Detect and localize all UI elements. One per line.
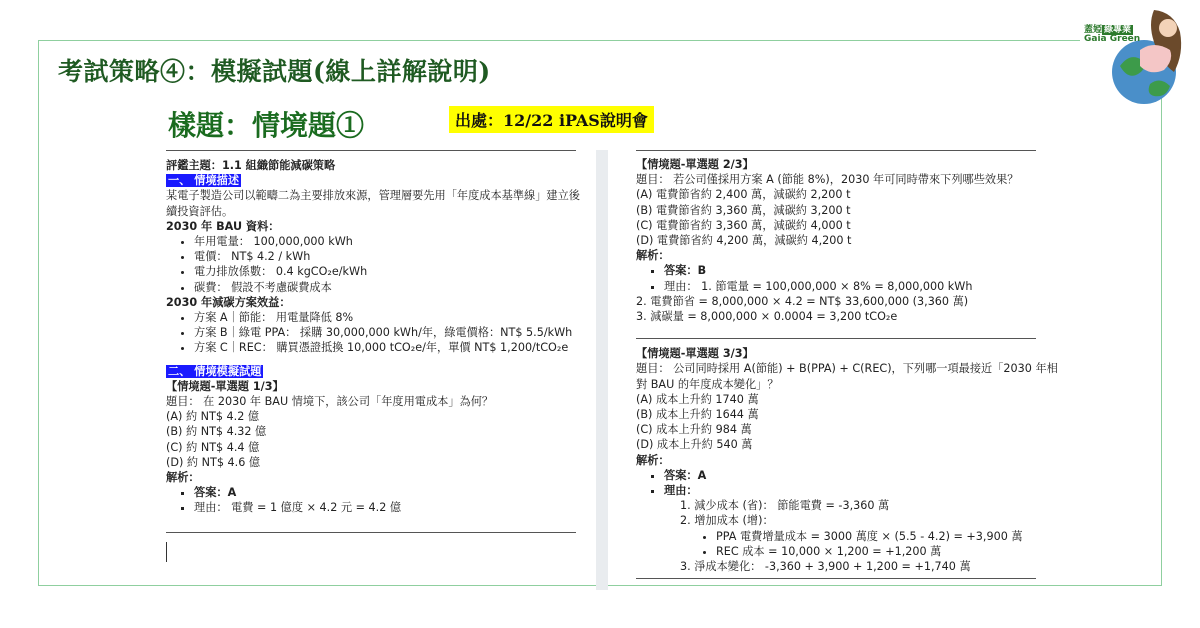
- logo-text-line2: Gaia Green: [1084, 34, 1141, 44]
- plan-item: • 方案 C｜REC： 購買憑證抵換 10,000 tCO₂e/年，單價 NT$ 1,200/tCO₂e: [194, 340, 576, 355]
- question-1-option: (A) 約 NT$ 4.2 億: [166, 410, 260, 424]
- bau-item: • 年用電量： 100,000,000 kWh: [194, 234, 576, 249]
- question-3-reason: ▪ 理由：: [664, 483, 1036, 498]
- question-3-title: 【情境題-單選題 3/3】: [636, 347, 754, 361]
- topic-heading: 評鑑主題：1.1 組織節能減碳策略: [166, 159, 336, 172]
- question-3-stem: 對 BAU 的年度成本變化」？: [636, 377, 779, 391]
- question-1-analysis-list: [166, 485, 576, 515]
- question-1-option: (C) 約 NT$ 4.4 億: [166, 440, 260, 454]
- description-line-1: 某電子製造公司以範疇二為主要排放來源，管理層要先用「年度成本基準線」建立後: [166, 189, 580, 203]
- question-2-analysis-list: [636, 263, 1036, 293]
- question-2-analysis: 解析：: [636, 249, 670, 263]
- question-3-option: (D) 成本上升約 540 萬: [636, 438, 753, 452]
- bau-item: • 碳費： 假設不考慮碳費成本: [194, 280, 576, 295]
- question-2-stem: 題目： 若公司僅採用方案 A (節能 8%)，2030 年可同時帶來下列哪些效果？: [636, 173, 1019, 187]
- question-2-option: (D) 電費節省約 4,200 萬，減碳約 4,200 t: [636, 234, 852, 248]
- section-heading-2: 二、 情境模擬試題: [168, 364, 262, 378]
- plan-item: • 方案 A｜節能： 用電量降低 8%: [194, 310, 576, 325]
- question-2-option: (A) 電費節省約 2,400 萬，減碳約 2,200 t: [636, 188, 851, 202]
- question-2-step: 2. 電費節省 = 8,000,000 × 4.2 = NT$ 33,600,000 (3,360 萬): [636, 294, 969, 308]
- question-3-option: (B) 成本上升約 1644 萬: [636, 408, 759, 422]
- question-3-answer: ▪ 答案：A: [664, 468, 1036, 483]
- section-heading-1: 一、 情境描述: [168, 174, 240, 188]
- question-1-reason: ▪ 理由： 電費 = 1 億度 × 4.2 元 = 4.2 億: [194, 500, 576, 515]
- question-1-analysis: 解析：: [166, 471, 200, 485]
- question-3-step: 2. 增加成本 (增)：: [680, 514, 774, 528]
- question-3-sub-list: [636, 529, 1036, 559]
- question-divider: [636, 338, 1036, 339]
- plan-list: [166, 310, 576, 356]
- question-3-option: (C) 成本上升約 984 萬: [636, 423, 752, 437]
- question-1-answer: ▪ 答案：A: [194, 485, 576, 500]
- bau-item: • 電力排放係數： 0.4 kgCO₂e/kWh: [194, 264, 576, 279]
- right-document: [636, 157, 1058, 574]
- page-rule-top-right: [636, 150, 1036, 151]
- question-3-stem: 題目： 公司同時採用 A(節能) + B(PPA) + C(REC)，下列哪一項最接近「2030 年相: [636, 362, 1058, 376]
- question-3-sub-item: • REC 成本 = 10,000 × 1,200 = +1,200 萬: [716, 544, 1036, 559]
- question-1-option: (B) 約 NT$ 4.32 億: [166, 425, 267, 439]
- question-2-step: 3. 減碳量 = 8,000,000 × 0.0004 = 3,200 tCO₂e: [636, 310, 898, 324]
- question-2-answer: ▪ 答案：B: [664, 263, 1036, 278]
- question-3-analysis: 解析：: [636, 453, 670, 467]
- question-2-title: 【情境題-單選題 2/3】: [636, 158, 754, 171]
- page-rule-bottom-left: [166, 532, 576, 533]
- bau-item: • 電價： NT$ 4.2 / kWh: [194, 249, 576, 264]
- plan-heading: 2030 年減碳方案效益：: [166, 295, 291, 309]
- question-1-title: 【情境題-單選題 1/3】: [166, 379, 284, 393]
- bau-list: [166, 234, 576, 295]
- question-1-stem: 題目： 在 2030 年 BAU 情境下，該公司「年度用電成本」為何？: [166, 395, 494, 409]
- question-2-option: (C) 電費節省約 3,360 萬，減碳約 4,000 t: [636, 218, 851, 232]
- page-rule-top-left: [166, 150, 576, 151]
- logo-prefix: 蓋婭: [1084, 25, 1103, 35]
- question-3-step: 3. 淨成本變化： -3,360 + 3,900 + 1,200 = +1,740 萬: [680, 560, 971, 574]
- page-gutter: [596, 150, 608, 590]
- question-3-step: 1. 減少成本 (省)： 節能電費 = -3,360 萬: [680, 499, 890, 513]
- question-3-sub-item: • PPA 電費增量成本 = 3000 萬度 × (5.5 - 4.2) = +3,900 萬: [716, 529, 1036, 544]
- slide-title: 考試策略④：模擬試題(線上詳解說明): [58, 57, 491, 86]
- bau-heading: 2030 年 BAU 資料：: [166, 219, 280, 233]
- logo-highlight: 綠專業: [1104, 25, 1132, 35]
- question-3-option: (A) 成本上升約 1740 萬: [636, 392, 759, 406]
- source-tag: 出處：12/22 iPAS說明會: [449, 106, 654, 133]
- text-cursor[interactable]: [166, 542, 167, 562]
- question-3-analysis-list: [636, 468, 1036, 498]
- left-document: [166, 158, 580, 516]
- earth-mother-logo-icon: [1080, 6, 1192, 106]
- question-1-option: (D) 約 NT$ 4.6 億: [166, 455, 261, 469]
- description-line-2: 續投資評估。: [166, 204, 234, 218]
- question-2-reason: ▪ 理由： 1. 節電量 = 100,000,000 × 8% = 8,000,000 kWh: [664, 279, 1036, 294]
- question-2-option: (B) 電費節省約 3,360 萬，減碳約 3,200 t: [636, 203, 851, 217]
- plan-item: • 方案 B｜綠電 PPA： 採購 30,000,000 kWh/年，綠電價格：NT$ 5.5/kWh: [194, 325, 576, 340]
- sample-title: 樣題：情境題①: [168, 109, 365, 142]
- page-rule-bottom-right: [636, 578, 1036, 579]
